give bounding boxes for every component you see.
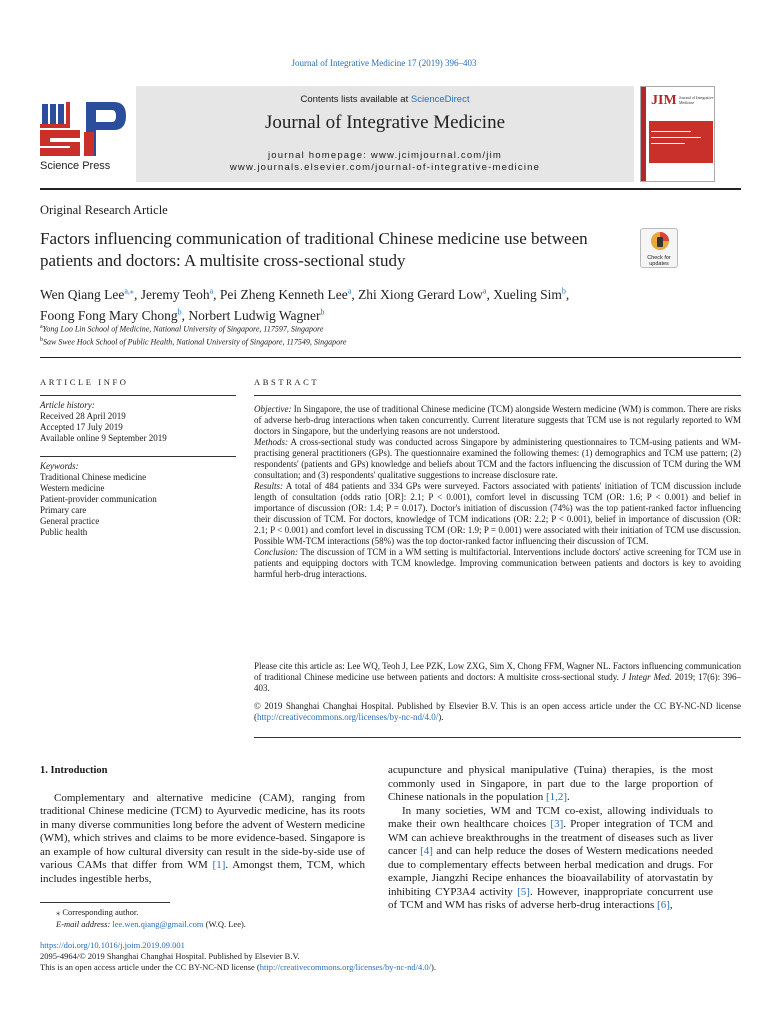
keyword: Public health (40, 527, 88, 537)
copyright-notice: © 2019 Shanghai Changhai Hospital. Published by Elsevier B.V. This is an open access article under the CC BY-NC-ND license (http://creativecommons.org/licenses/by-nc-nd/4.0/). (254, 701, 741, 722)
email-line: E-mail address: lee.wen.qiang@gmail.com (W.Q. Lee). (56, 919, 246, 929)
author[interactable]: Foong Fong Mary Chong$^b$, (40, 307, 189, 323)
author[interactable]: Pei Zheng Kenneth Lee$^a$, (219, 286, 359, 302)
affiliations (40, 322, 730, 347)
keyword: Western medicine (40, 483, 105, 493)
keyword: Primary care (40, 505, 87, 515)
doi-block (40, 940, 640, 973)
issn-line: 2095-4964/© 2019 Shanghai Changhai Hospital. Published by Elsevier B.V. (40, 951, 300, 961)
sciencedirect-link[interactable]: ScienceDirect (410, 94, 470, 105)
contents-line (136, 94, 634, 105)
license-line: This is an open access article under the CC BY-NC-ND license (http://creativecommons.org/licenses/by-nc-nd/4.0/). (40, 962, 436, 972)
history-accepted: Accepted 17 July 2019 (40, 422, 123, 432)
crossmark-label: Check for updates (647, 255, 671, 267)
abstract-heading: ABSTRACT (254, 377, 320, 387)
cover-subtitle: Journal of Integrative Medicine (679, 95, 714, 105)
abstract-body (254, 404, 741, 580)
homepage-line-2[interactable]: www.journals.elsevier.com/journal-of-integrative-medicine (229, 162, 541, 173)
journal-homepage[interactable] (136, 150, 634, 174)
keywords-label: Keywords: (40, 461, 79, 471)
body-paragraph: Complementary and alternative medicine (CAM), ranging from traditional Chinese medicine (TCM) to Ayurvedic medicine, has its roots in many diverse communities long before the advent of Western medicine (WM), which strives and claims to be more evidence-based. Singapore is an example of how cultural diversity can result in the side-by-side use of various CAMs that differ from WM [1]. Amongst them, TCM, which includes ingestible herbs, (40, 791, 366, 885)
reference-link[interactable]: [3] (550, 818, 564, 830)
publisher-logo (40, 100, 130, 180)
doi-link[interactable]: https://doi.org/10.1016/j.joim.2019.09.001 (40, 940, 185, 950)
journal-banner (136, 86, 634, 182)
keywords (40, 461, 236, 538)
reference-link[interactable]: [1,2] (545, 791, 568, 803)
citation-note: Please cite this article as: Lee WQ, Teoh J, Lee PZK, Low ZXG, Sim X, Chong FFM, Wagner NL. Factors influencing communication of traditional Chinese medicine use between patients and doctors: A multisite cross-sectional study. J Integr Med. 2019; 17(6): 396–403. (254, 661, 742, 693)
abstract-end-rule (254, 737, 741, 738)
cover-image (649, 121, 713, 163)
reference-link[interactable]: [1] (212, 859, 226, 871)
reference-link[interactable]: [4] (420, 845, 433, 857)
footnote-rule (40, 902, 170, 903)
article-info-rule (40, 395, 236, 396)
body-column-left (40, 764, 365, 886)
cover-line (651, 137, 701, 138)
abstract-results: Results: A total of 484 patients and 334 GPs were surveyed. Factors associated with patients' initiation of TCM discussion include length of consultation (odds ratio [OR]: 2.1; P < 0.001), comfort level in discussing TCM (OR: 1.6; P < 0.001) and belief in importance of discussion (OR: 1.4; P = 0.017). Doctor's initiation of discussion (74%) was the top patient-ranked factor influencing their discussion of TCM. For doctors, knowledge of TCM indications (OR: 2.2; P < 0.001), belief in importance of discussion (OR: 2.1; P < 0.001) and comfort level in discussing TCM (OR: 1.9; P = 0.001) were associated with their initiation of TCM use discussion. Possible WM-TCM interactions (58%) was the top doctor-ranked factor influencing their discussion of TCM. (254, 481, 741, 546)
keyword: Traditional Chinese medicine (40, 472, 147, 482)
license-link[interactable]: http://creativecommons.org/licenses/by-nc-nd/4.0/ (257, 712, 439, 722)
body-column-right (388, 764, 713, 913)
history-received: Received 28 April 2019 (40, 411, 126, 421)
abstract-methods: Methods: A cross-sectional study was conducted across Singapore by administering questionnaires to TCM-using patients and WM-practising general practitioners (GPs). The questionnaire examined the following themes: (1) demographics and TCM use pattern; (2) respondents' (patients and GPs) knowledge and beliefs about TCM and the factors influencing the discussion of TCM during the WM consultation; and (3) respondents' qualitative suggestions to increase disclosure rate. (254, 437, 741, 480)
author[interactable]: Norbert Ludwig Wagner$^b$ (188, 307, 325, 323)
article-title: Factors influencing communication of traditional Chinese medicine use between patients and doctors: A multisite cross-sectional study (40, 229, 588, 270)
journal-title: Journal of Integrative Medicine (264, 112, 506, 133)
affiliation-b: $^b$Saw Swee Hock School of Public Health, National University of Singapore, 117549, Singapore (40, 336, 347, 347)
crossmark-icon (641, 229, 679, 255)
reference-link[interactable]: [5] (517, 885, 530, 898)
abstract-rule (254, 395, 741, 396)
introduction-heading: 1. Introduction (40, 765, 108, 776)
reference-link[interactable]: [6] (657, 899, 670, 911)
author[interactable]: Xueling Sim$^b$, (493, 286, 570, 302)
author[interactable]: Zhi Xiong Gerard Low$^a$, (358, 286, 494, 302)
article-type: Original Research Article (40, 203, 168, 217)
contents-prefix: Contents lists available at (300, 94, 411, 105)
body-paragraph: acupuncture and physical manipulative (Tuina) therapies, is the most commonly used in Singapore, in part due to the large proportion of Chinese nationals in the population [1,2]. (388, 764, 713, 803)
author[interactable]: Jeremy Teoh$^a$, (140, 286, 220, 302)
keyword: Patient-provider communication (40, 494, 157, 504)
corresponding-author: ⁎ Corresponding author. (56, 907, 139, 917)
history-label: Article history: (40, 400, 95, 410)
affiliation-a: $^a$Yong Loo Lin School of Medicine, National University of Singapore, 117597, Singapore (40, 324, 324, 334)
article-history (40, 400, 236, 444)
cover-line (651, 131, 691, 132)
cover-band (641, 87, 646, 182)
article-info-heading: ARTICLE INFO (40, 377, 129, 387)
journal-cover-thumbnail[interactable] (640, 86, 715, 182)
masthead (40, 86, 741, 186)
abstract-conclusion: Conclusion: The discussion of TCM in a WM setting is multifactorial. Interventions include doctors' active screening for TCM use in patients and equipping doctors with TCM knowledge. Improving communication between patients and doctors is key to avoiding harmful herb-drug interactions. (254, 547, 741, 579)
publisher-name: Science Press (40, 160, 111, 172)
section-rule (40, 357, 741, 358)
abstract-objective: Objective: In Singapore, the use of traditional Chinese medicine (TCM) alongside Western medicine (WM) is common. There are risks of adverse herb-drug interactions when taken concurrently. Current literature suggests that TCM use is not regularly reported to WM doctors in Singapore, but the underlying reasons are not understood. (254, 404, 741, 436)
homepage-line-1[interactable]: journal homepage: www.jcimjournal.com/jim (268, 150, 502, 161)
science-press-logo-icon (40, 100, 128, 158)
corresponding-author-footnote (40, 906, 365, 930)
history-online: Available online 9 September 2019 (40, 433, 167, 443)
article-info-rule (40, 456, 236, 457)
cover-logo: JIM (651, 93, 677, 108)
keyword: General practice (40, 516, 100, 526)
journal-reference[interactable]: Journal of Integrative Medicine 17 (2019) 396–403 (291, 58, 477, 68)
license-link[interactable]: http://creativecommons.org/licenses/by-nc-nd/4.0/ (259, 962, 431, 972)
author-list (40, 282, 730, 325)
header-rule (40, 188, 741, 190)
cover-line (651, 143, 685, 144)
crossmark-badge[interactable] (640, 228, 678, 268)
body-paragraph: In many societies, WM and TCM co-exist, allowing individuals to make their own healthcare choices [3]. Proper integration of TCM and WM can achieve breakthroughs in the treatment of diseases such as liver cancer [4] and can help reduce the doses of Western medications needed due to complementary effects between herbal medication and drugs. For example, Jiangzhi Recipe enhances the bioavailability of atorvastatin by inhibiting CYP3A4 activity [5]. However, inappropriate concurrent use of TCM and WM has risks of adverse herb-drug interactions [6], (388, 804, 713, 911)
email-link[interactable]: lee.wen.qiang@gmail.com (112, 919, 204, 929)
author[interactable]: Wen Qiang Lee$^{a,⁎}$, (40, 286, 141, 302)
